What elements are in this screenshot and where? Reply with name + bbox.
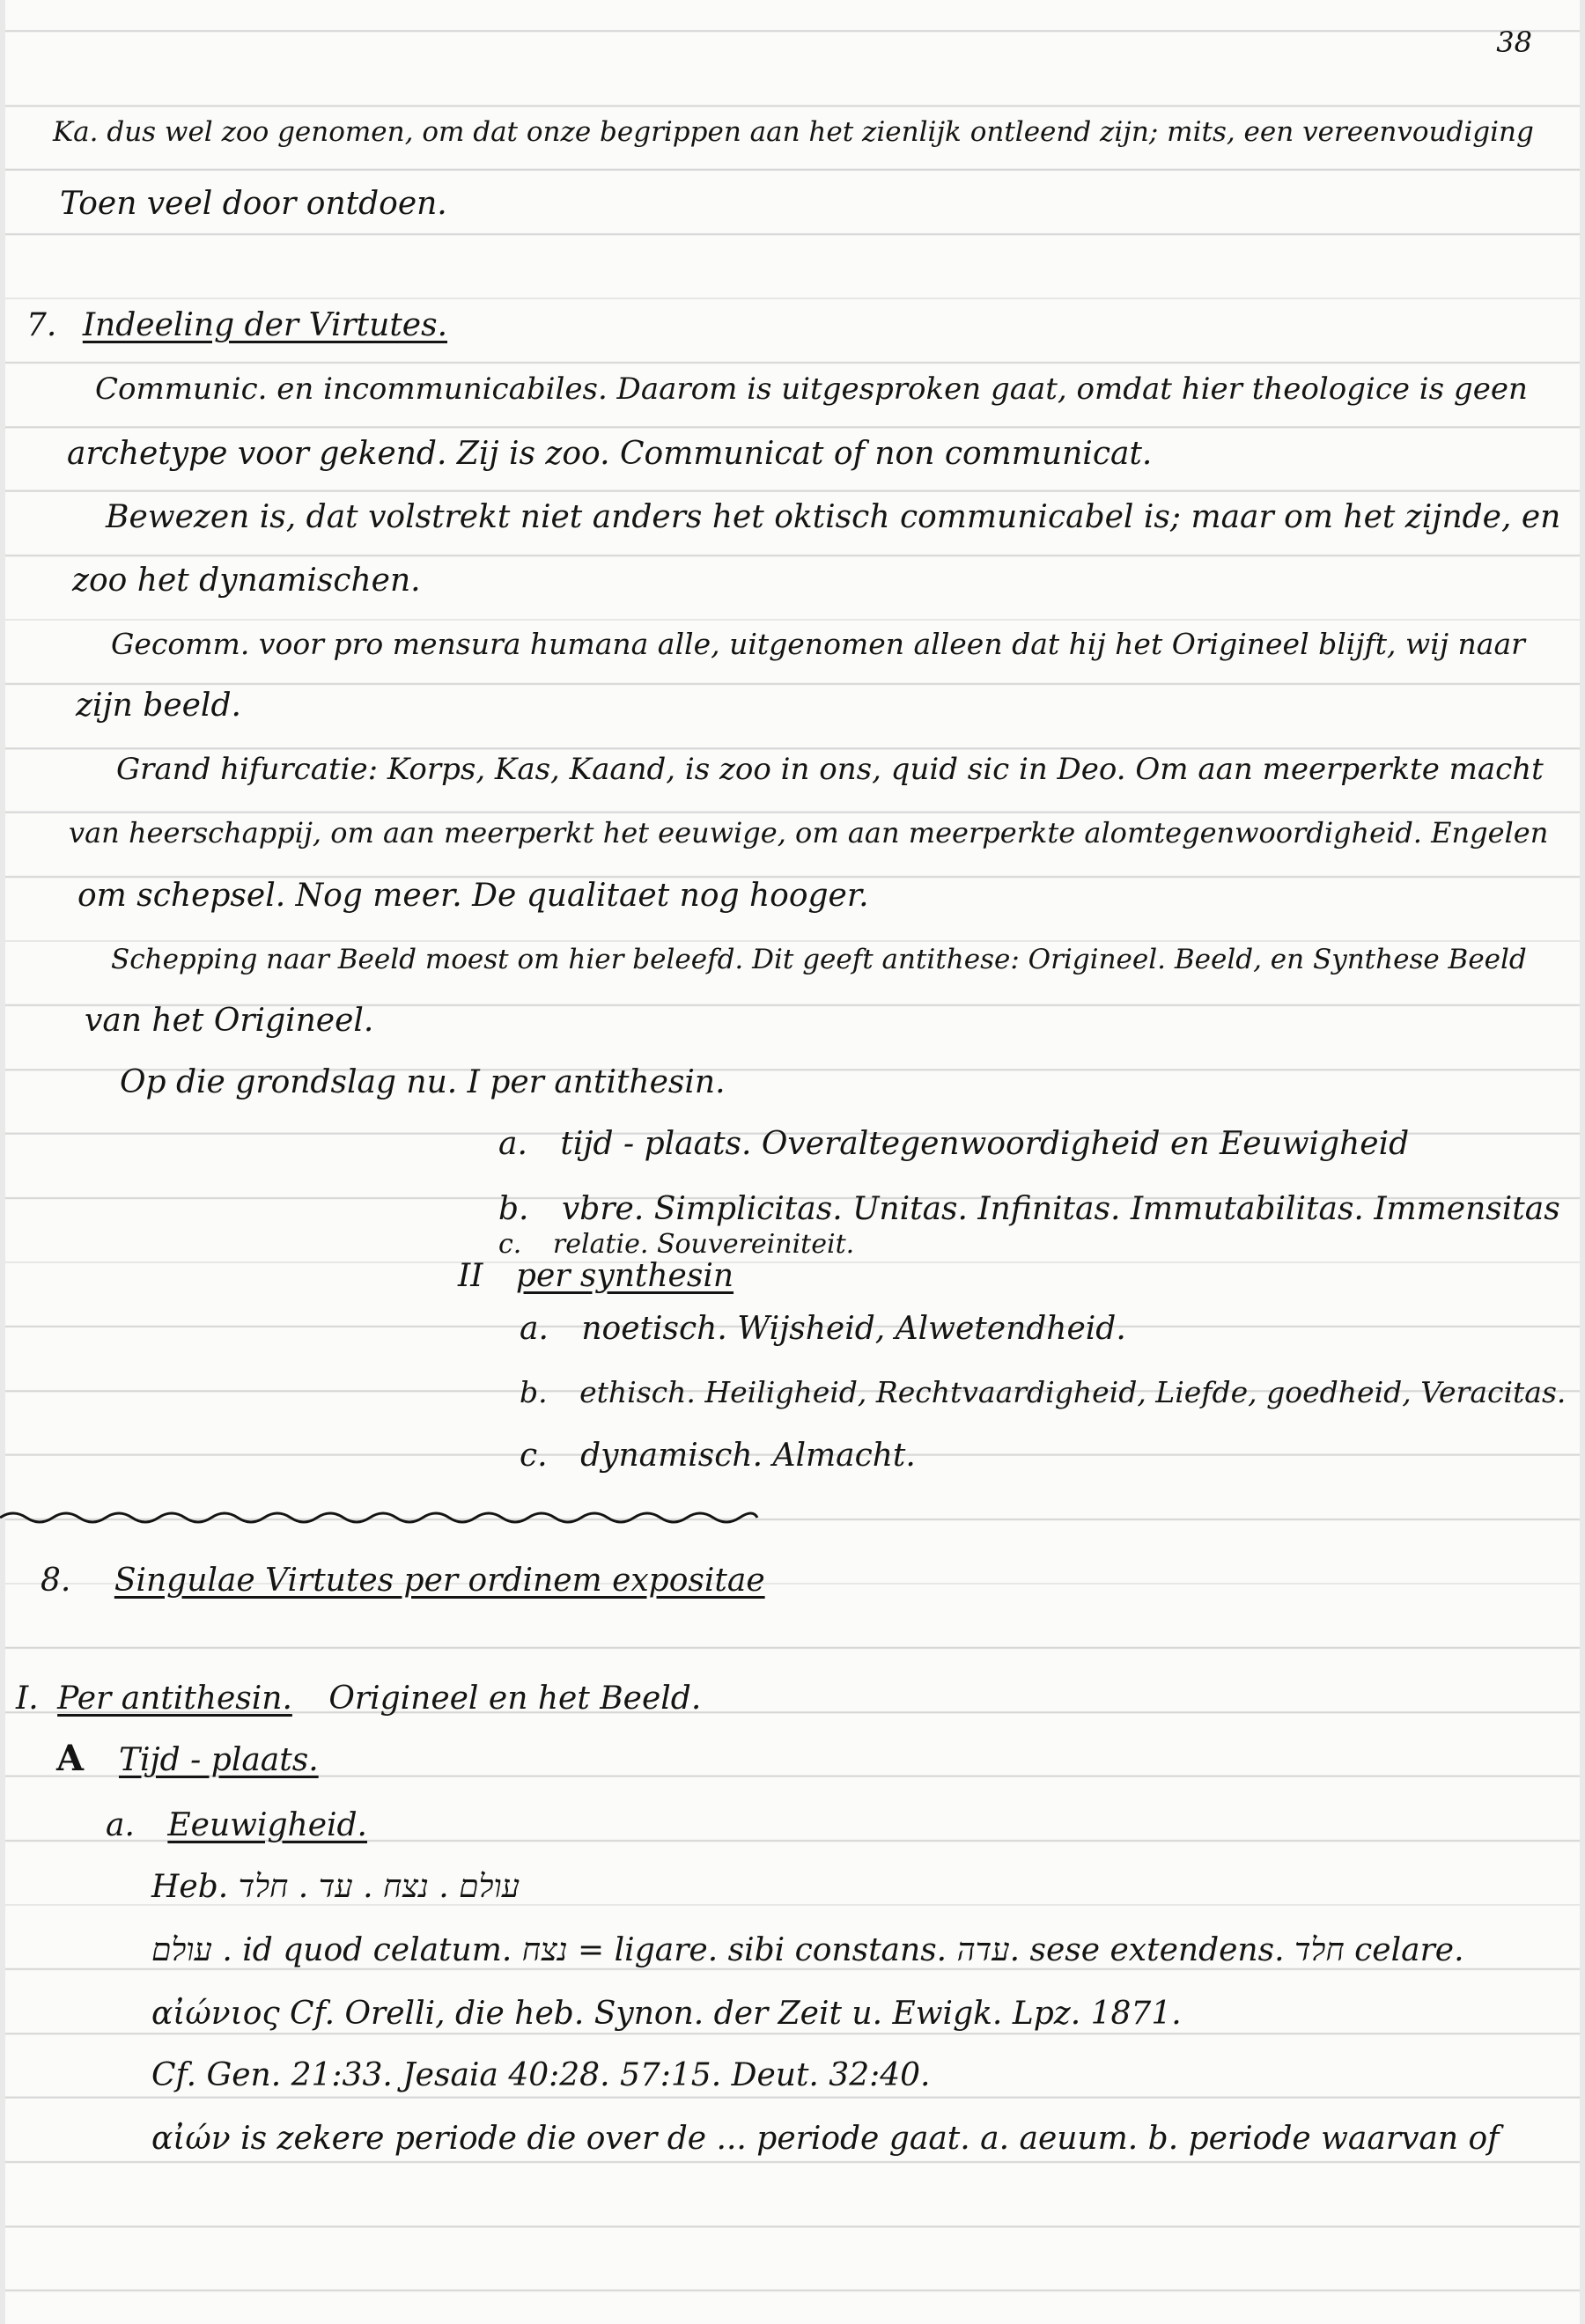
list-item — [498, 1125, 1409, 1164]
body-line: Cf. Gen. 21:33. Jesaia 40:28. 57:15. Deut. 32:40. — [151, 2057, 931, 2093]
page-number: 38 — [1496, 26, 1532, 59]
list-item-text: relatie. Souvereiniteit. — [552, 1229, 855, 1260]
subsection-title: Tijd - plaats. — [118, 1742, 319, 1778]
list-item-text: ethisch. Heiligheid, Rechtvaardigheid, Liefde, goedheid, Veracitas. — [579, 1375, 1567, 1409]
body-line: Grand hifurcatie: Korps, Kas, Kaand, is zoo in ons, quid sic in Deo. Om aan meerperkte macht — [116, 752, 1544, 787]
part-subtitle: Origineel en het Beeld. — [328, 1680, 702, 1717]
list-item — [520, 1373, 1566, 1412]
section-title: Indeeling der Virtutes. — [82, 307, 448, 343]
synthesis-title: per synthesin — [515, 1258, 734, 1294]
list-item-letter: c. — [520, 1438, 548, 1474]
list-item-text: dynamisch. Almacht. — [580, 1438, 916, 1474]
body-line: archetype voor gekend. Zij is zoo. Communicat of non communicat. — [67, 436, 1153, 472]
wavy-divider — [0, 1507, 766, 1530]
body-line: Bewezen is, dat volstrekt niet anders het oktisch communicabel is; maar om het zijnde, en — [106, 499, 1561, 535]
synthesis-roman: II — [458, 1258, 483, 1294]
body-line: Schepping naar Beeld moest om hier beleefd. Dit geeft antithese: Origineel. Beeld, en Synthese Beeld — [111, 944, 1527, 975]
list-item — [498, 1190, 1560, 1229]
list-item-letter: b. — [498, 1191, 529, 1227]
section-heading — [41, 1562, 765, 1600]
list-item — [520, 1310, 1126, 1349]
body-line: zoo het dynamischen. — [72, 563, 421, 599]
section-title: Singulae Virtutes per ordinem expositae — [114, 1563, 765, 1599]
list-item-letter: b. — [520, 1375, 548, 1409]
list-item-text: vbre. Simplicitas. Unitas. Infinitas. Immutabilitas. Immensitas — [561, 1191, 1560, 1227]
list-item-letter: a. — [520, 1311, 549, 1347]
body-line: Op die grondslag nu. I per antithesin. — [120, 1064, 726, 1100]
part-title: Per antithesin. — [57, 1680, 292, 1717]
body-line: αἰών is zekere periode die over de ... periode gaat. a. aeuum. b. periode waarvan of — [151, 2121, 1500, 2157]
section-number: 8. — [41, 1563, 71, 1599]
list-item — [520, 1437, 916, 1475]
part-heading — [16, 1680, 701, 1718]
subsection-heading — [56, 1739, 319, 1780]
body-line: van het Origineel. — [85, 1003, 374, 1039]
body-line: Gecomm. voor pro mensura humana alle, uitgenomen alleen dat hij het Origineel blijft, wij naar — [111, 627, 1525, 661]
list-item-letter: c. — [498, 1229, 522, 1260]
list-item-letter: a. — [498, 1126, 527, 1162]
subsubsection-heading — [106, 1806, 367, 1845]
list-item-text: tijd - plaats. Overaltegenwoordigheid en Eeuwigheid — [560, 1126, 1410, 1162]
body-line: Heb. עולם . נצח . עד . חלד — [151, 1869, 520, 1905]
subsection-letter: A — [56, 1738, 85, 1779]
intro-line-2: Toen veel door ontdoen. — [60, 186, 447, 222]
page-edge-left — [0, 0, 5, 2324]
body-line: van heerschappij, om aan meerperkt het eeuwige, om aan meerperkte alomtegenwoordigheid. Engelen — [69, 816, 1549, 849]
body-line: om schepsel. Nog meer. De qualitaet nog hooger. — [77, 878, 869, 914]
subsubsection-title: Eeuwigheid. — [167, 1807, 367, 1843]
body-line: עולם . id quod celatum. נצח = ligare. sibi constans. עדה. sese extendens. חלד celare. — [151, 1932, 1464, 1968]
intro-line-1: Ka. dus wel zoo genomen, om dat onze begrippen aan het zienlijk ontleend zijn; mits, een vereenvoudiging — [53, 116, 1534, 148]
subsubsection-letter: a. — [106, 1807, 135, 1843]
section-number: 7. — [26, 307, 57, 343]
section-heading — [26, 306, 447, 345]
body-line: Communic. en incommunicabiles. Daarom is uitgesproken gaat, omdat hier theologice is geen — [95, 371, 1528, 407]
body-line: zijn beeld. — [76, 688, 241, 724]
part-roman: I. — [16, 1680, 39, 1717]
list-item-text: noetisch. Wijsheid, Alwetendheid. — [581, 1311, 1126, 1347]
page-edge-right — [1580, 0, 1585, 2324]
synthesis-heading — [458, 1257, 734, 1296]
body-line: αἰώνιος Cf. Orelli, die heb. Synon. der Zeit u. Ewigk. Lpz. 1871. — [151, 1996, 1182, 2032]
